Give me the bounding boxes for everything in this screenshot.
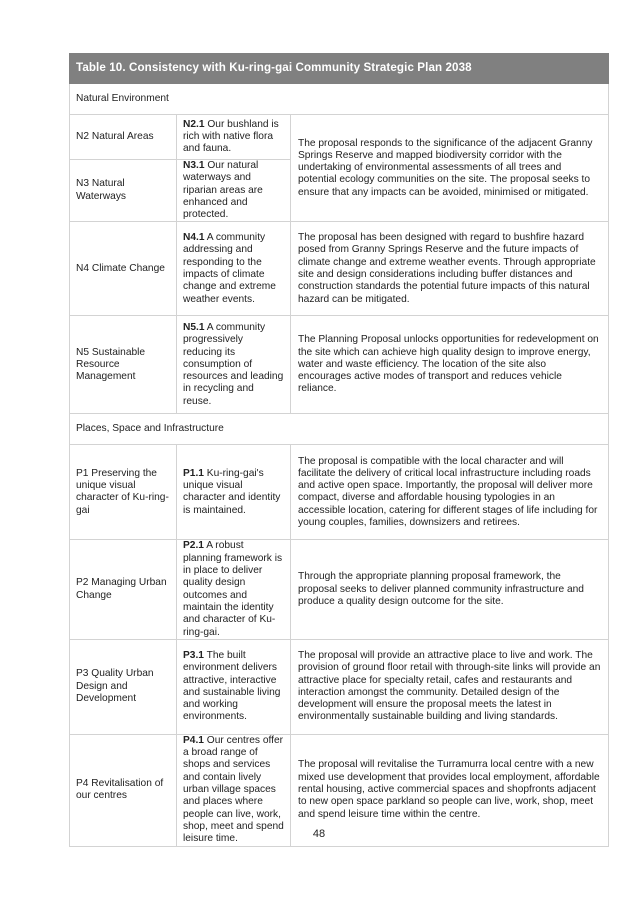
strategy-cell: P2 Managing Urban Change: [70, 540, 177, 639]
goal-cell: [177, 445, 291, 540]
goal-text: A robust planning framework is in place to deliver quality design outcomes and maintain the identity and character of Ku-ring-gai.: [183, 540, 283, 638]
table-row: [70, 222, 609, 316]
goal-text: Our bushland is rich with native flora and fauna.: [183, 118, 279, 155]
table-row: [70, 445, 609, 540]
goal-text: The built environment delivers attractive, interactive and sustainable living and working environments.: [183, 649, 281, 723]
goal-code: N4.1: [183, 232, 205, 244]
strategy-cell: P3 Quality Urban Design and Development: [70, 639, 177, 734]
response-cell: Through the appropriate planning proposal framework, the proposal seeks to deliver planned community infrastructure and produce a quality design outcome for the site.: [291, 540, 609, 639]
response-cell: The proposal responds to the significance of the adjacent Granny Springs Reserve and mapped biodiversity corridor with the undertaking of environmental assessments of all trees and potential ecology communities on the site. The proposal seeks to ensure that any impacts can be avoided, minimised or mitigated.: [291, 115, 609, 222]
table-row: [70, 115, 609, 160]
response-cell: The proposal will provide an attractive place to live and work. The provision of ground floor retail with through-site links will provide an attractive place for specialty retail, cafes and restaurants and interaction amongst the community. Detailed design of the development will ensure the proposal meets the latest in environmentally sustainable building and living standards.: [291, 639, 609, 734]
response-cell: The proposal will revitalise the Turramurra local centre with a new mixed use development that provides local employment, affordable rental housing, active commercial spaces and shopfronts adjacent to new open space parkland so people can live, work, shop, meet and spend leisure time within the centre.: [291, 734, 609, 846]
goal-code: P2.1: [183, 540, 204, 552]
strategy-cell: N5 Sustainable Resource Management: [70, 316, 177, 414]
section-heading-natural-environment: Natural Environment: [70, 84, 609, 115]
strategy-cell: P4 Revitalisation of our centres: [70, 734, 177, 846]
goal-code: N2.1: [183, 118, 205, 130]
goal-cell: [177, 639, 291, 734]
goal-code: N5.1: [183, 321, 205, 333]
table-title: Table 10. Consistency with Ku-ring-gai Community Strategic Plan 2038: [70, 54, 609, 84]
table-row: [70, 639, 609, 734]
table-row: [70, 316, 609, 414]
strategy-cell: N3 Natural Waterways: [70, 160, 177, 222]
strategy-cell: N2 Natural Areas: [70, 115, 177, 160]
goal-text: Ku-ring-gai's unique visual character and identity is maintained.: [183, 467, 281, 516]
goal-text: A community addressing and responding to the impacts of climate change and extreme weather events.: [183, 232, 276, 305]
goal-cell: [177, 540, 291, 639]
goal-text: A community progressively reducing its consumption of resources and leading in recycling and reuse.: [183, 321, 284, 407]
goal-cell: [177, 316, 291, 414]
goal-code: P1.1: [183, 467, 204, 479]
goal-cell: [177, 222, 291, 316]
goal-code: P3.1: [183, 649, 204, 661]
strategy-cell: N4 Climate Change: [70, 222, 177, 316]
section-heading-places-space-infrastructure: Places, Space and Infrastructure: [70, 414, 609, 445]
strategy-cell: P1 Preserving the unique visual character of Ku-ring-gai: [70, 445, 177, 540]
goal-text: Our centres offer a broad range of shops and services and contain lively urban village spaces and places where people can live, work, shop, meet and spend leisure time.: [183, 734, 284, 845]
goal-text: Our natural waterways and riparian areas are enhanced and protected.: [183, 160, 263, 221]
page-number: 48: [312, 828, 326, 840]
response-cell: The proposal has been designed with regard to bushfire hazard posed from Granny Springs Reserve and the future impacts of climate change and extreme weather events. Through appropriate site and design considerations including buffer distances and construction standards the potential future impacts of this natural hazard can be mitigated.: [291, 222, 609, 316]
goal-cell: [177, 160, 291, 222]
consistency-table: [69, 53, 609, 847]
response-cell: The Planning Proposal unlocks opportunities for redevelopment on the site which can achieve high quality design to improve energy, water and waste efficiency. The location of the site also encourages active modes of transport and reduces vehicle reliance.: [291, 316, 609, 414]
table-row: [70, 540, 609, 639]
goal-code: N3.1: [183, 160, 205, 171]
goal-cell: [177, 115, 291, 160]
response-cell: The proposal is compatible with the local character and will facilitate the delivery of critical local infrastructure including roads and active open space. Importantly, the proposal will deliver more compact, diverse and affordable housing typologies in an accessible location, catering for different stages of life including for young couples, families, downsizers and retirees.: [291, 445, 609, 540]
goal-code: P4.1: [183, 734, 204, 746]
